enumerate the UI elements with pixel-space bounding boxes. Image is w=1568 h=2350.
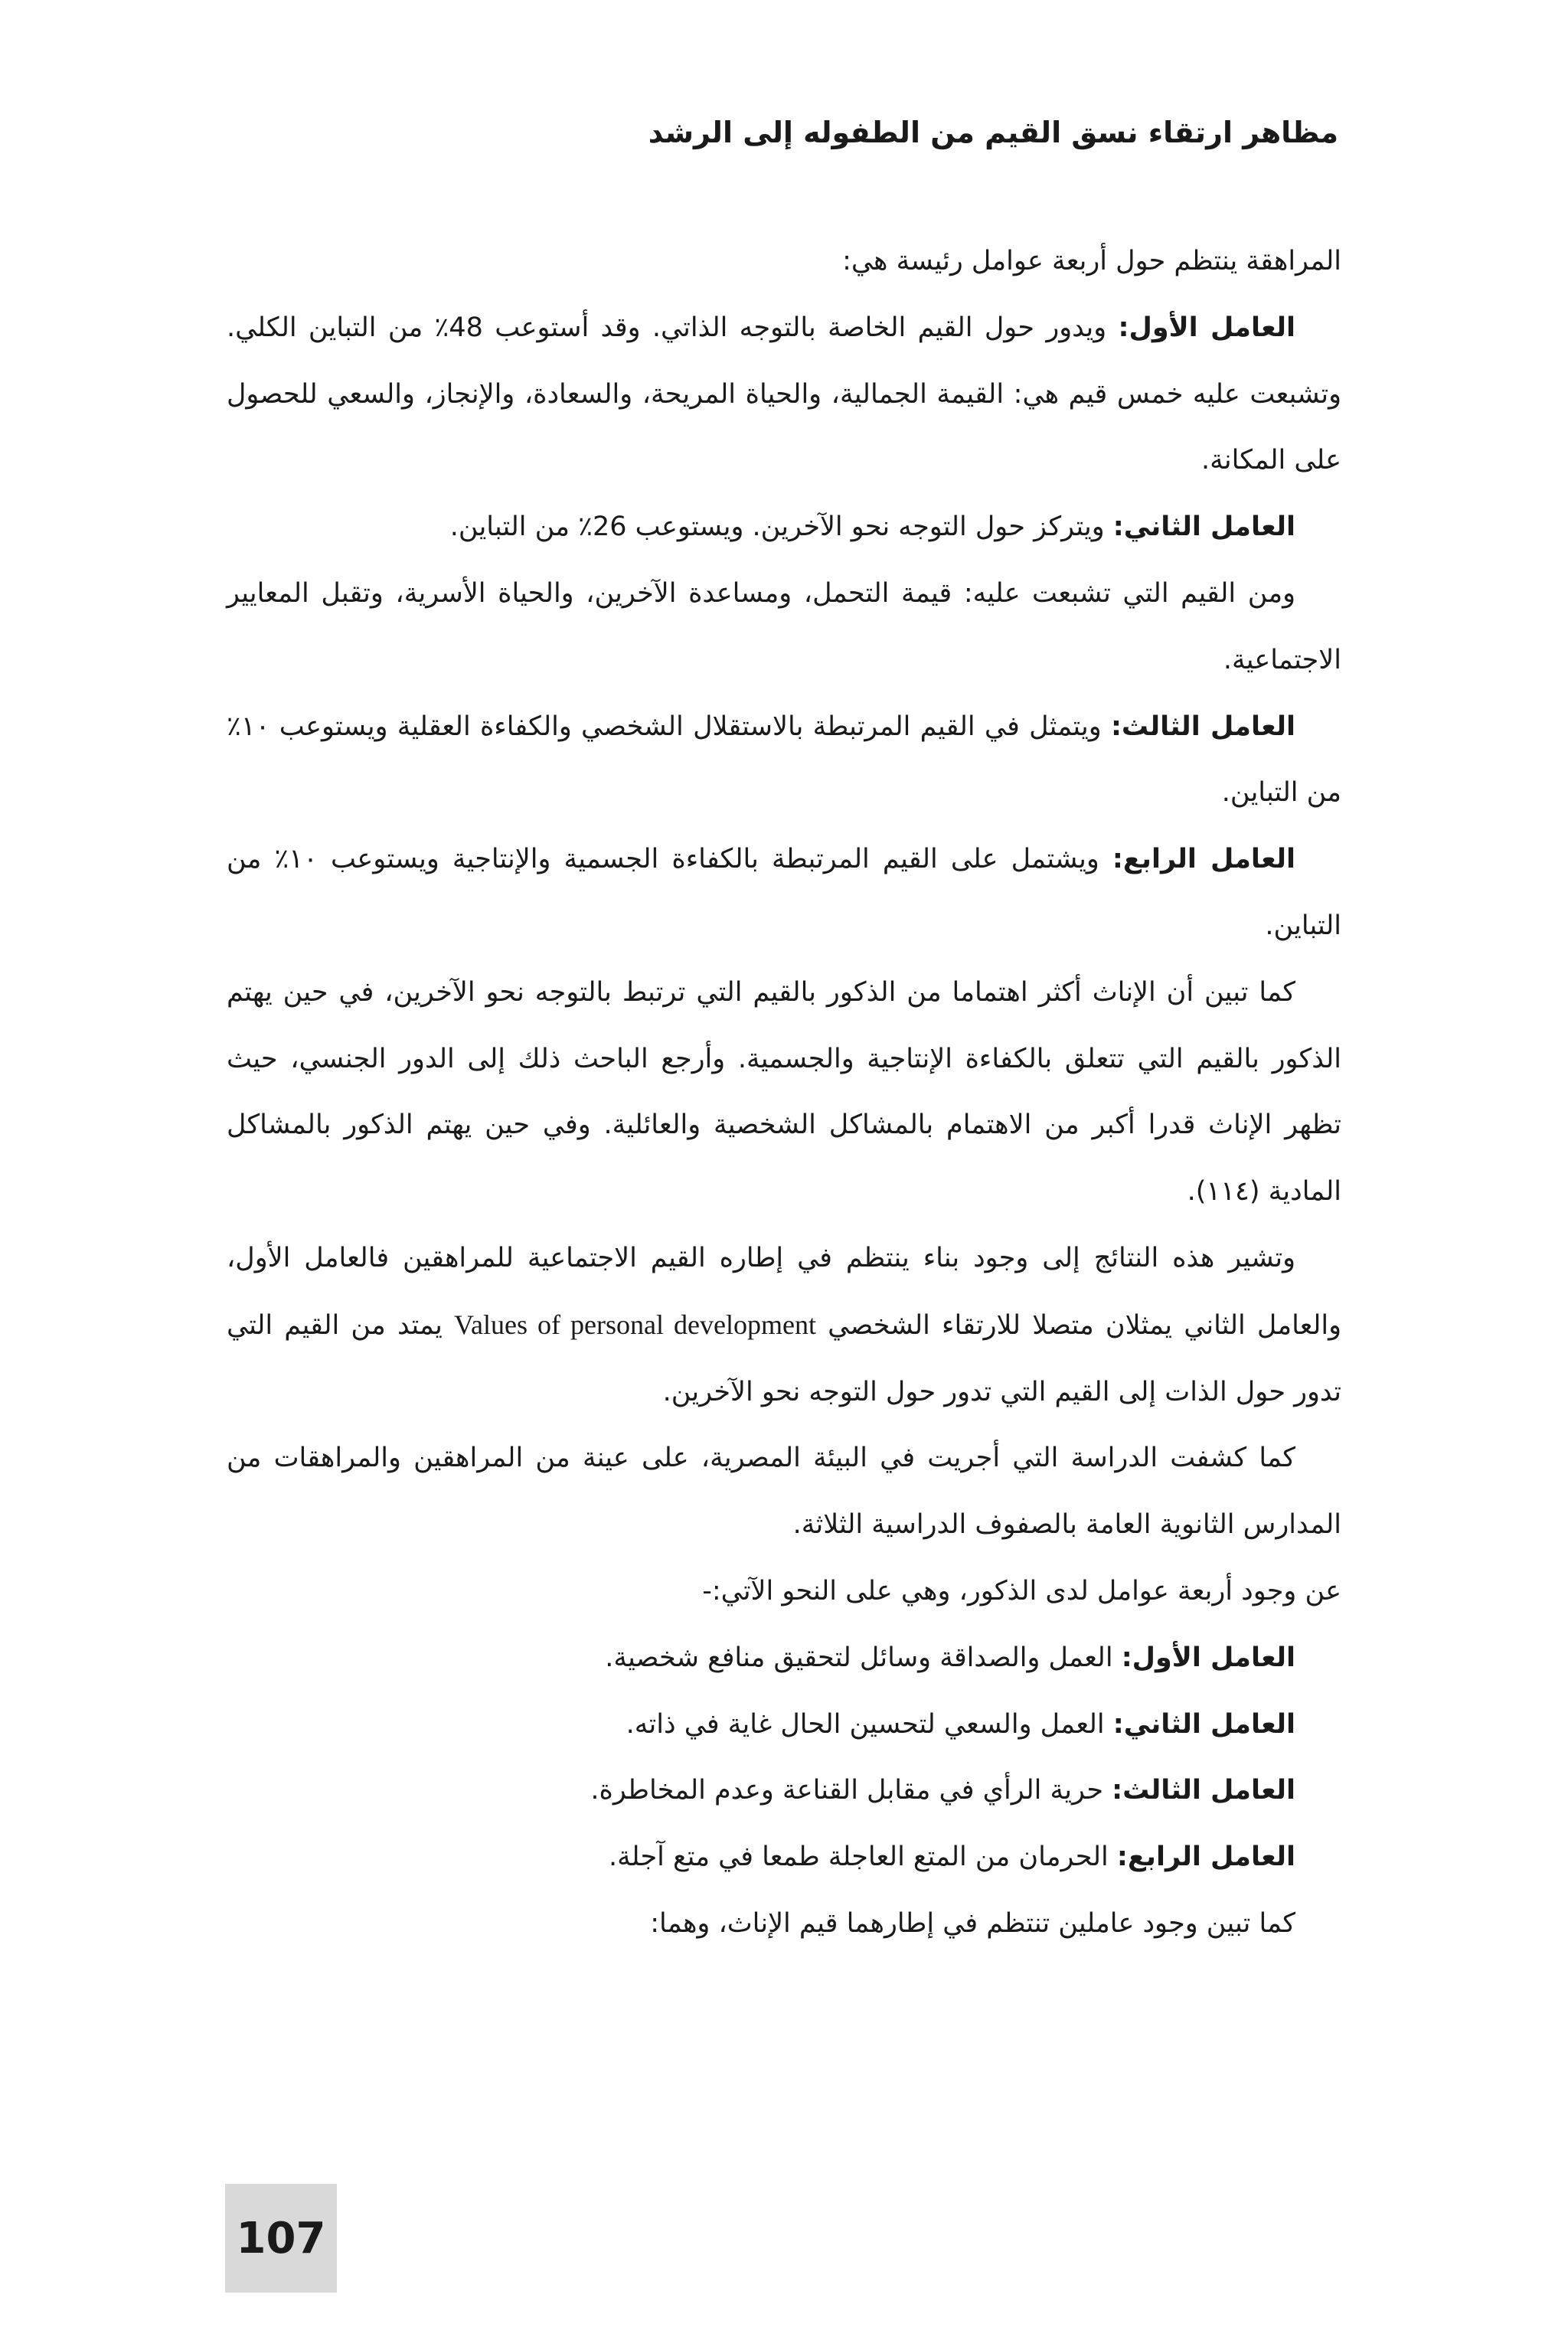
results-paragraph — [227, 1225, 1341, 1425]
factor-2-paragraph — [227, 494, 1341, 561]
page-number-box — [225, 2184, 337, 2293]
male-factor-3-label: العامل الثالث: — [1112, 1775, 1295, 1806]
male-factor-4 — [227, 1824, 1341, 1891]
factor-4-label: العامل الرابع: — [1112, 844, 1295, 875]
factor-4-text: ويشتمل على القيم المرتبطة بالكفاءة الجسمية والإنتاجية ويستوعب ١٠٪ من التباين. — [227, 844, 1341, 941]
page-number: 107 — [236, 2213, 326, 2263]
latin-term: Values of personal development — [454, 1309, 816, 1340]
male-factor-1-label: العامل الأول: — [1121, 1642, 1295, 1673]
results-text-b: يمتد من القيم التي تدور حول الذات إلى القيم التي تدور حول التوجه نحو الآخرين. — [227, 1309, 1341, 1407]
factor-3-paragraph — [227, 694, 1341, 827]
factor-3-label: العامل الثالث: — [1110, 711, 1296, 742]
male-factor-1 — [227, 1625, 1341, 1691]
factor-1-paragraph — [227, 295, 1341, 494]
male-factor-4-label: العامل الرابع: — [1116, 1842, 1295, 1873]
results-text-a: وتشير هذه النتائج إلى وجود بناء ينتظم في إطاره القيم الاجتماعية للمراهقين فالعامل الأول، والعامل الثاني يمثلان متصلا للارتقاء الشخصي — [227, 1242, 1341, 1341]
closing-line: كما تبين وجود عاملين تنتظم في إطارهما قيم الإناث، وهما: — [650, 1907, 1295, 1939]
egypt-paragraph: كما كشفت الدراسة التي أجريت في البيئة المصرية، على عينة من المراهقين والمراهقات من المدارس الثانوية العامة بالصفوف الدراسية الثلاثة. — [227, 1443, 1341, 1541]
male-factor-2 — [227, 1691, 1341, 1758]
values-paragraph: ومن القيم التي تشبعت عليه: قيمة التحمل، ومساعدة الآخرين، والحياة الأسرية، وتقبل المعايير الاجتماعية. — [227, 577, 1341, 675]
factor-3-text: ويتمثل في القيم المرتبطة بالاستقلال الشخصي والكفاءة العقلية ويستوعب ١٠٪ من التباين. — [227, 711, 1341, 809]
intro-line: المراهقة ينتظم حول أربعة عوامل رئيسة هي: — [842, 246, 1341, 276]
factor-2-label: العامل الثاني: — [1112, 512, 1295, 543]
factor-1-text: ويدور حول القيم الخاصة بالتوجه الذاتي. وقد أستوعب 48٪ من التباين الكلي. وتشبعت عليه خمس قيم هي: القيمة الجمالية، والحياة المريحة، والسعادة، والإنجاز، والسعي للحصول على المكانة. — [227, 312, 1341, 476]
factor-1-label: العامل الأول: — [1118, 312, 1295, 343]
females-paragraph: كما تبين أن الإناث أكثر اهتماما من الذكور بالقيم التي ترتبط بالتوجه نحو الآخرين، في حين يهتم الذكور بالقيم التي تتعلق بالكفاءة الإنتاجية والجسمية. وأرجع الباحث ذلك إلى الدور الجنسي، حيث تظهر الإناث قدرا أكبر من الاهتمام بالمشاكل الشخصية والعائلية. وفي حين يهتم الذكور بالمشاكل المادية (١١٤). — [227, 976, 1341, 1208]
male-factor-3 — [227, 1757, 1341, 1824]
male-factor-3-text: حرية الرأي في مقابل القناعة وعدم المخاطرة. — [590, 1775, 1112, 1806]
male-factor-1-text: العمل والصداقة وسائل لتحقيق منافع شخصية. — [605, 1642, 1122, 1673]
body-text — [227, 228, 1341, 1957]
male-factor-4-text: الحرمان من المتع العاجلة طمعا في متع آجلة. — [609, 1842, 1117, 1873]
male-factor-2-text: العمل والسعي لتحسين الحال غاية في ذاته. — [626, 1708, 1113, 1740]
factor-2-text: ويتركز حول التوجه نحو الآخرين. ويستوعب 26٪ من التباين. — [449, 512, 1113, 543]
factor-4-paragraph — [227, 826, 1341, 959]
running-head: مظاهر ارتقاء نسق القيم من الطفوله إلى الرشد — [648, 116, 1338, 149]
males-intro: عن وجود أربعة عوامل لدى الذكور، وهي على النحو الآتي:- — [702, 1575, 1341, 1606]
male-factor-2-label: العامل الثاني: — [1112, 1708, 1295, 1740]
